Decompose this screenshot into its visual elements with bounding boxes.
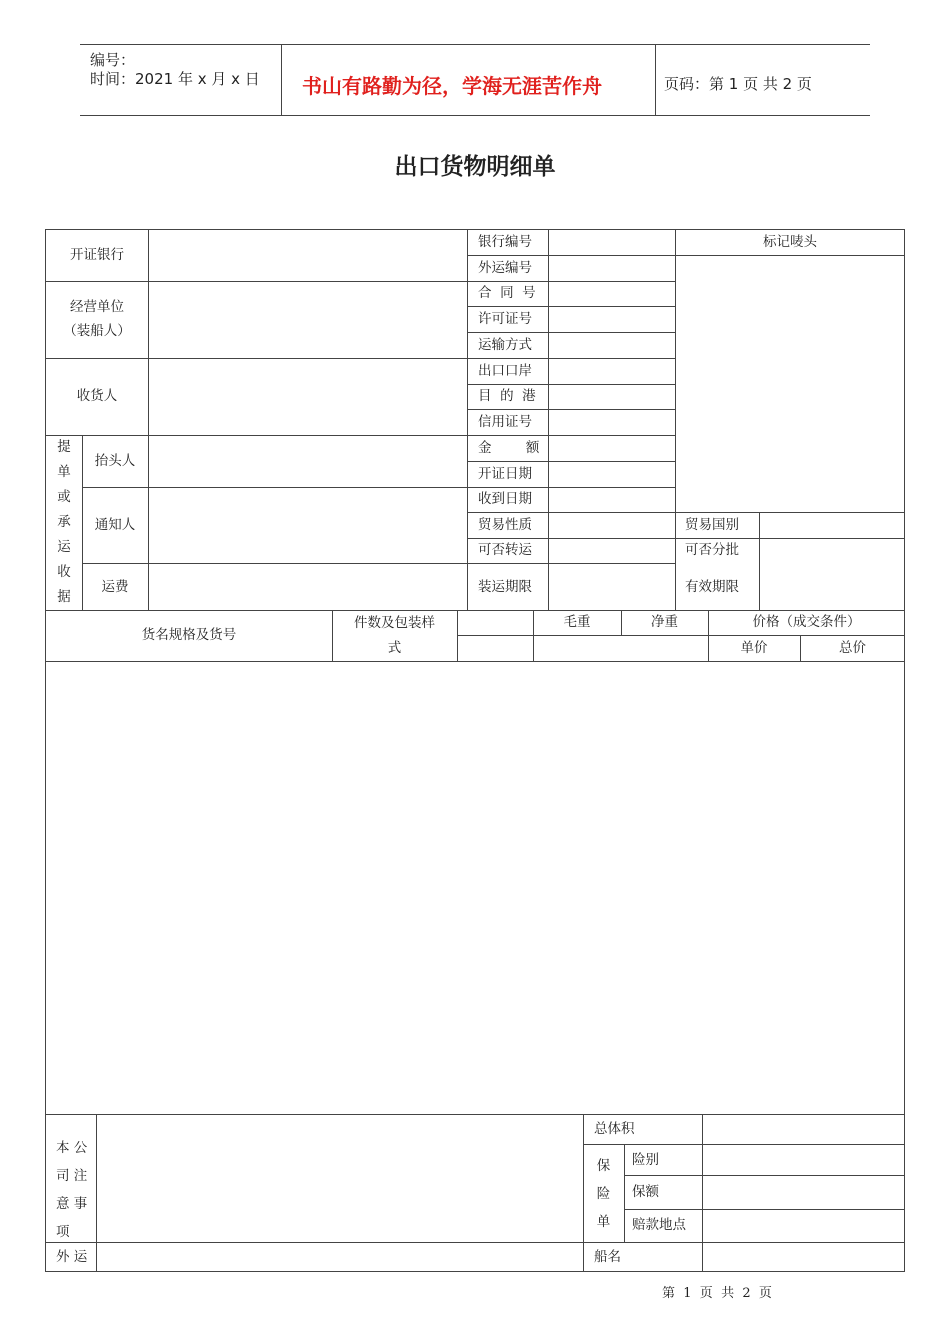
company-notes-label xyxy=(56,1134,87,1246)
bank-number-label: 银行编号 xyxy=(478,234,532,250)
grid-line xyxy=(467,358,675,359)
document-time-label: 时间：2021 年 x 月 x 日 xyxy=(90,70,260,88)
page-footer: 第 1 页 共 2 页 xyxy=(662,1286,772,1301)
destination-port-label: 目 的 港 xyxy=(478,388,536,404)
price-label: 价格（成交条件） xyxy=(752,614,861,630)
grid-line xyxy=(467,538,905,539)
bill-label-char: 承 xyxy=(57,514,71,530)
notes-label-line: 意 事 xyxy=(56,1196,88,1212)
bill-label-char: 收 xyxy=(57,564,71,580)
packages-label: 件数及包装样 xyxy=(354,615,435,631)
validity-label: 有效期限 xyxy=(685,579,739,595)
grid-line xyxy=(467,435,675,436)
grid-line xyxy=(46,1242,905,1243)
bill-label-char: 运 xyxy=(57,539,71,555)
header-person-label: 抬头人 xyxy=(94,453,136,469)
operator-label: 经营单位 xyxy=(70,299,124,315)
grid-line xyxy=(46,1114,905,1115)
notes-label-line: 本 公 xyxy=(56,1140,88,1156)
notes-label-line: 司 注 xyxy=(56,1168,88,1184)
license-number-label: 许可证号 xyxy=(478,311,532,327)
grid-line xyxy=(624,1175,905,1176)
page-info: 页码：第 1 页 共 2 页 xyxy=(664,75,812,93)
document-number-label: 编号： xyxy=(90,51,136,69)
partial-shipment-label: 可否分批 xyxy=(685,542,739,558)
bill-label-char: 提 xyxy=(57,439,71,455)
shipping-marks-label: 标记唛头 xyxy=(763,234,817,250)
insurance-amount-label: 保额 xyxy=(632,1184,659,1200)
page-title: 出口货物明细单 xyxy=(394,153,556,180)
amount-label: 金 额 xyxy=(478,440,540,456)
vessel-name-label: 船名 xyxy=(594,1249,621,1265)
goods-name-spec-label: 货名规格及货号 xyxy=(141,627,237,643)
issuing-bank-label: 开证银行 xyxy=(70,247,124,263)
shipment-deadline-label: 装运期限 xyxy=(478,579,532,595)
total-volume-label: 总体积 xyxy=(594,1121,635,1137)
bill-label-char: 据 xyxy=(57,589,71,605)
insurance-type-label: 险别 xyxy=(632,1152,659,1168)
grid-line xyxy=(467,563,675,564)
shipping-number-label: 外运编号 xyxy=(478,260,532,276)
grid-line xyxy=(46,358,467,359)
grid-line xyxy=(467,332,675,333)
grid-line xyxy=(624,1144,625,1242)
export-goods-form xyxy=(45,229,905,1272)
header-motto: 书山有路勤为径，学海无涯苦作舟 xyxy=(302,74,602,98)
grid-line xyxy=(467,255,675,256)
grid-line xyxy=(583,1144,905,1145)
total-price-label: 总价 xyxy=(839,640,866,656)
goods-detail-area[interactable] xyxy=(46,662,905,1114)
insurance-label-char: 保 xyxy=(596,1158,611,1174)
trade-country-label: 贸易国别 xyxy=(685,517,739,533)
header-divider xyxy=(655,45,656,115)
bill-of-lading-label xyxy=(46,435,82,610)
freight-label: 运费 xyxy=(101,579,129,595)
bill-label-char: 或 xyxy=(57,489,71,505)
grid-line xyxy=(467,487,675,488)
operator-label-sub: （装船人） xyxy=(63,323,131,339)
notes-label-line: 项 xyxy=(56,1224,70,1240)
gross-weight-label: 毛重 xyxy=(563,614,591,630)
shipping-label: 外 运 xyxy=(56,1249,88,1265)
insurance-label-char: 单 xyxy=(596,1214,611,1230)
grid-line xyxy=(96,1114,97,1272)
packages-label-sub: 式 xyxy=(387,640,402,656)
bill-label-char: 单 xyxy=(57,464,71,480)
trade-nature-label: 贸易性质 xyxy=(478,517,532,533)
grid-line xyxy=(675,230,676,610)
grid-line xyxy=(548,230,549,610)
grid-line xyxy=(46,435,467,436)
grid-line xyxy=(46,281,467,282)
grid-line xyxy=(457,635,905,636)
issue-date-label: 开证日期 xyxy=(478,466,532,482)
grid-line xyxy=(46,610,905,611)
grid-line xyxy=(624,1209,905,1210)
grid-line xyxy=(467,409,675,410)
grid-line xyxy=(702,1114,703,1272)
grid-line xyxy=(467,384,675,385)
grid-line xyxy=(467,281,675,282)
unit-price-label: 单价 xyxy=(740,640,768,656)
page-header xyxy=(80,44,870,116)
transferable-label: 可否转运 xyxy=(478,542,532,558)
transport-mode-label: 运输方式 xyxy=(478,337,532,353)
net-weight-label: 净重 xyxy=(651,614,678,630)
claim-place-label: 赔款地点 xyxy=(632,1217,686,1233)
grid-line xyxy=(148,230,149,610)
consignee-label: 收货人 xyxy=(76,388,118,404)
grid-line xyxy=(82,563,467,564)
grid-line xyxy=(82,487,467,488)
export-port-label: 出口口岸 xyxy=(478,363,532,379)
grid-line xyxy=(675,255,905,256)
grid-line xyxy=(759,512,760,610)
grid-line xyxy=(467,461,675,462)
receipt-date-label: 收到日期 xyxy=(478,491,532,507)
grid-line xyxy=(467,306,675,307)
grid-line xyxy=(467,512,905,513)
grid-line xyxy=(467,230,468,610)
insurance-label-char: 险 xyxy=(596,1186,611,1202)
lc-number-label: 信用证号 xyxy=(478,414,532,430)
insurance-policy-label xyxy=(583,1152,624,1236)
header-divider xyxy=(281,45,282,115)
contract-number-label: 合 同 号 xyxy=(478,285,536,301)
notify-party-label: 通知人 xyxy=(94,517,136,533)
